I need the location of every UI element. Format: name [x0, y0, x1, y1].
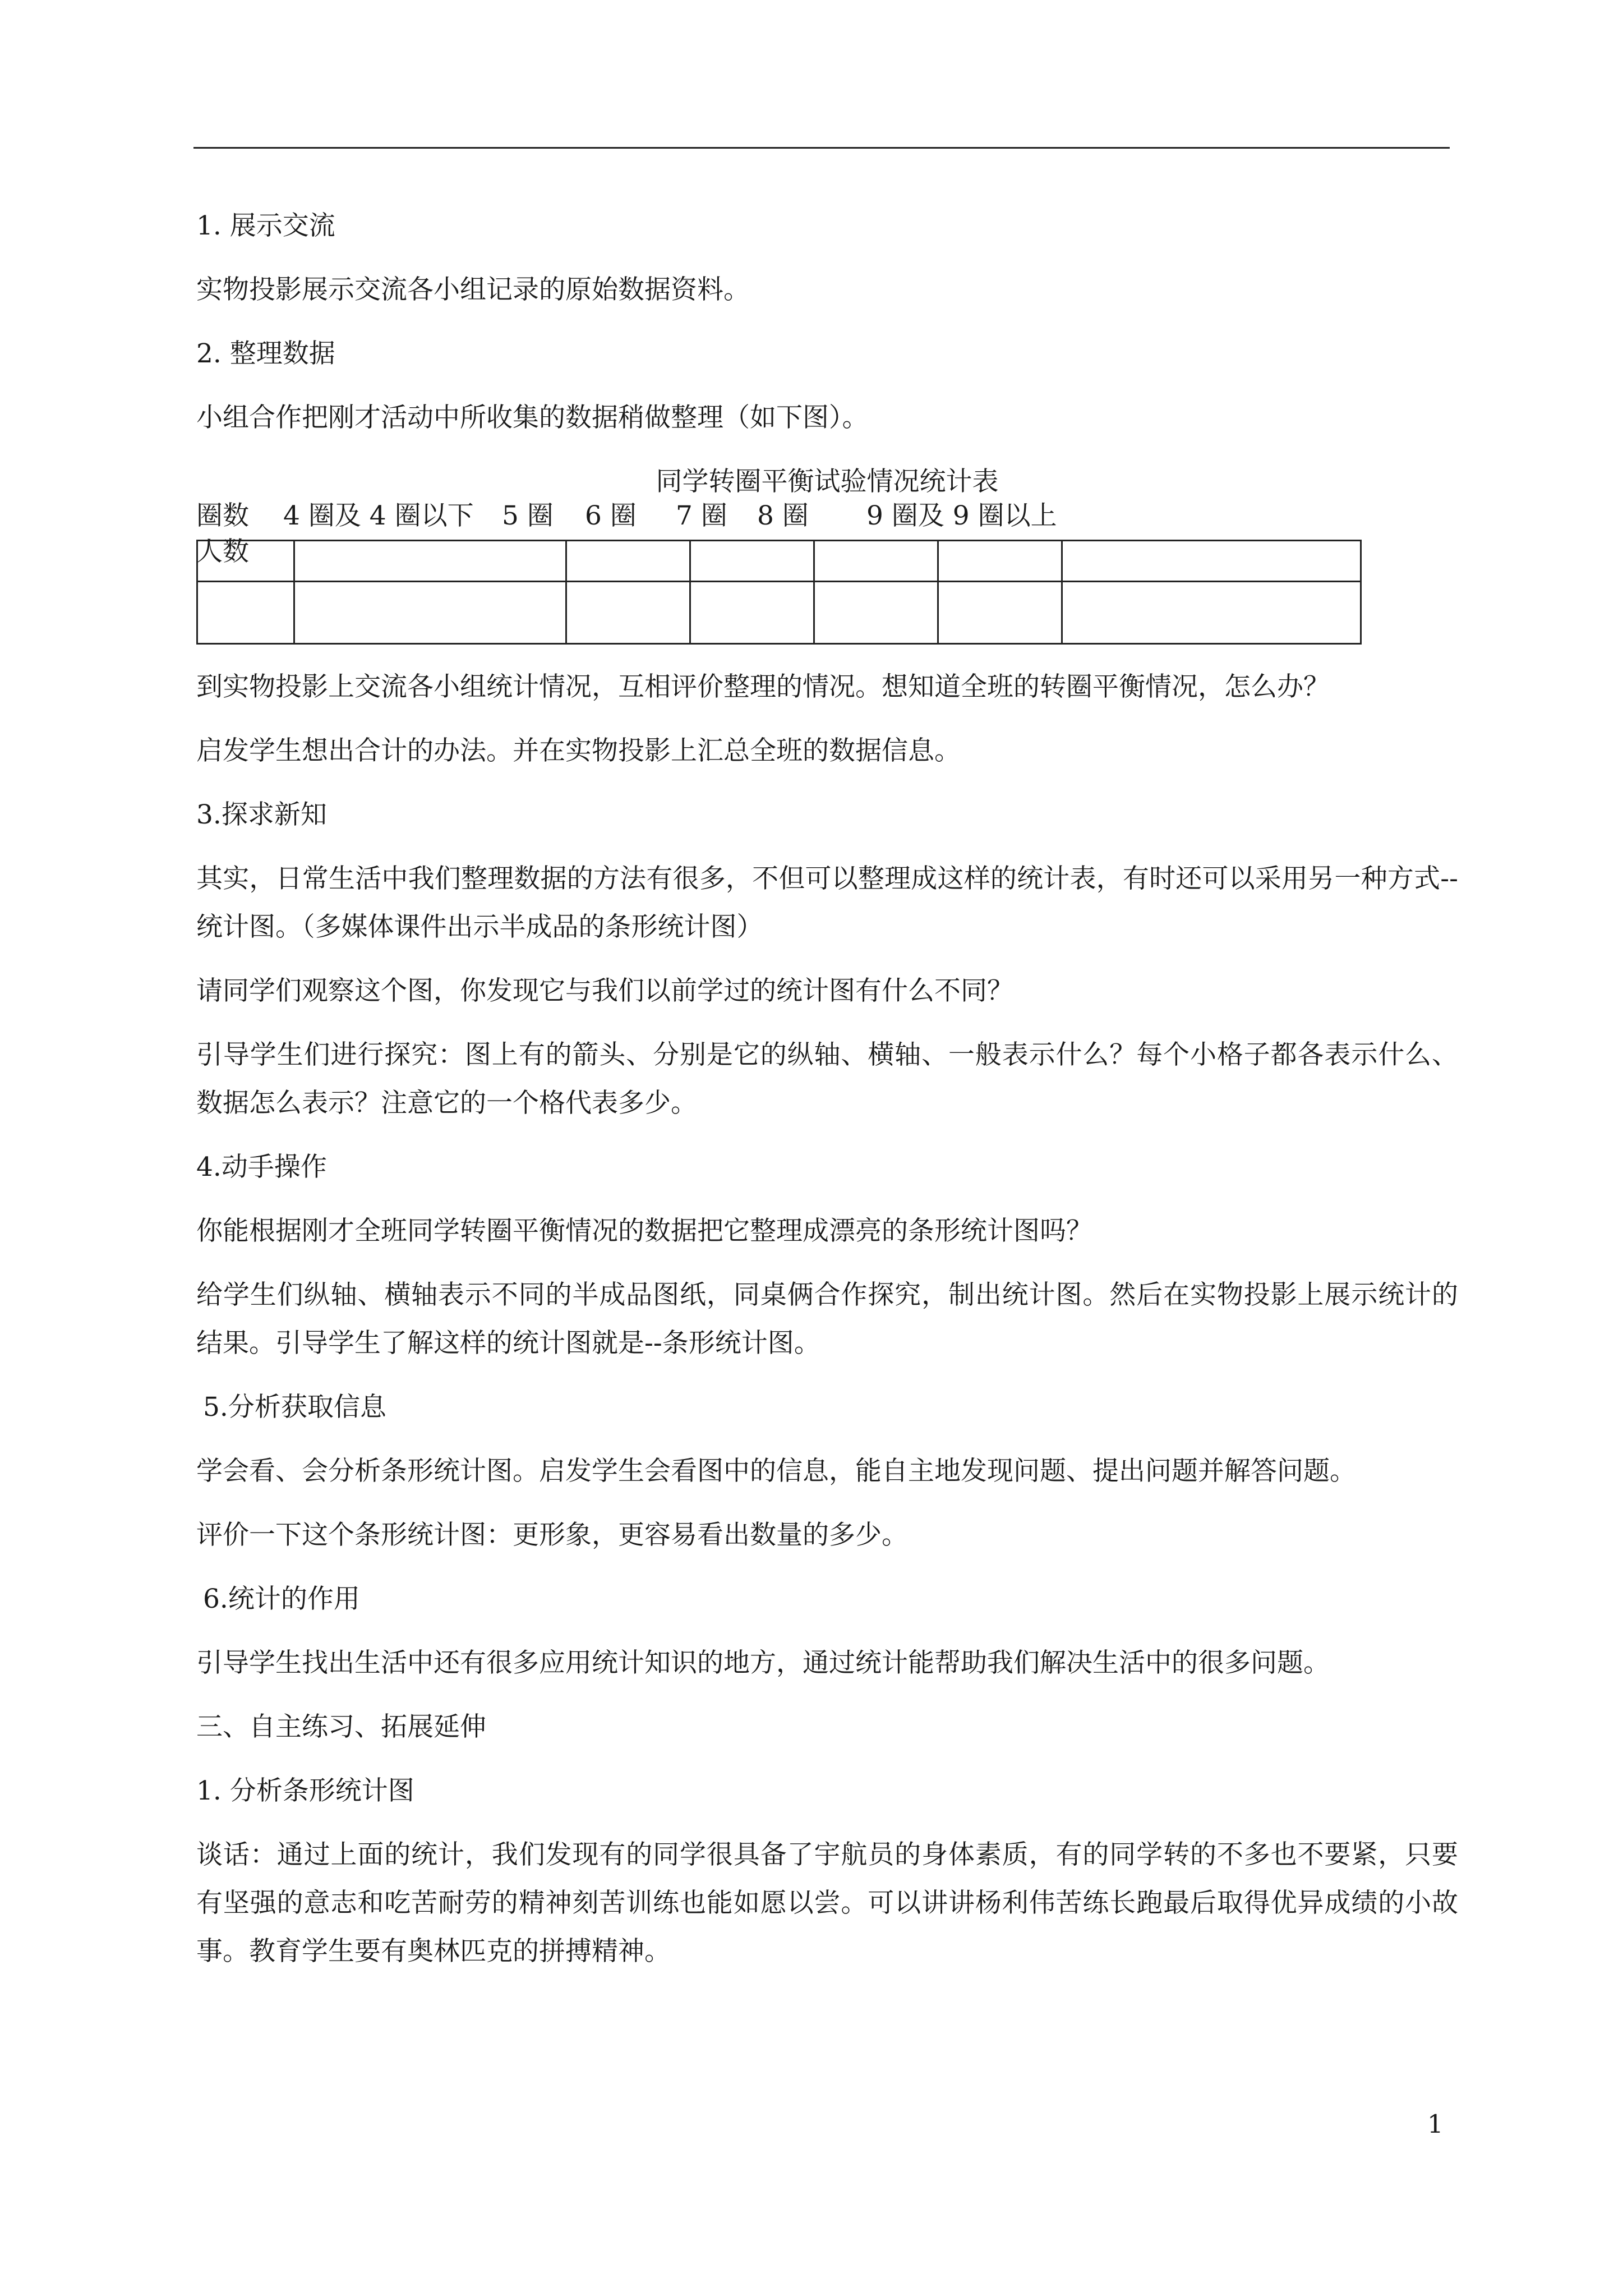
paragraph: 给学生们纵轴、横轴表示不同的半成品图纸，同桌俩合作探究，制出统计图。然后在实物投影上展示统计的结果。引导学生了解这样的统计图就是--条形统计图。	[196, 1280, 1458, 1359]
paragraph: 实物投影展示交流各小组记录的原始数据资料。	[196, 274, 750, 305]
header-label: 6 圈	[585, 500, 637, 531]
table-row	[197, 582, 1361, 644]
statistics-table	[196, 540, 1362, 645]
paragraph: 评价一下这个条形统计图：更形象，更容易看出数量的多少。	[196, 1520, 908, 1550]
paragraph: 你能根据刚才全班同学转圈平衡情况的数据把它整理成漂亮的条形统计图吗？	[196, 1216, 1092, 1246]
header-label: 5 圈	[502, 500, 554, 531]
table-cell	[197, 582, 294, 644]
paragraph: 请同学们观察这个图，你发现它与我们以前学过的统计图有什么不同？	[196, 976, 1013, 1006]
paragraph: 启发学生想出合计的办法。并在实物投影上汇总全班的数据信息。	[196, 735, 961, 766]
table-cell	[294, 582, 566, 644]
table-cell	[566, 541, 690, 582]
paragraph: 引导学生找出生活中还有很多应用统计知识的地方，通过统计能帮助我们解决生活中的很多问题。	[196, 1648, 1330, 1678]
section-heading: 三、自主练习、拓展延伸	[196, 1711, 486, 1742]
document-body	[196, 202, 1458, 1991]
table-cell	[938, 582, 1062, 644]
paragraph: 引导学生们进行探究：图上有的箭头、分别是它的纵轴、横轴、一般表示什么？每个小格子都各表示什么、数据怎么表示？注意它的一个格代表多少。	[196, 1039, 1458, 1119]
table-row	[197, 541, 1361, 582]
paragraph: 到实物投影上交流各小组统计情况，互相评价整理的情况。想知道全班的转圈平衡情况，怎么办？	[196, 671, 1330, 702]
row-label: 人数	[196, 536, 249, 567]
header-label: 8 圈	[757, 500, 809, 531]
paragraph: 谈话：通过上面的统计，我们发现有的同学很具备了宇航员的身体素质，有的同学转的不多也不要紧，只要有坚强的意志和吃苦耐劳的精神刻苦训练也能如愿以尝。可以讲讲杨利伟苦练长跑最后取得优异成绩的小故事。教育学生要有奥林匹克的拼搏精神。	[196, 1839, 1458, 1967]
table-caption: 同学转圈平衡试验情况统计表	[656, 466, 999, 497]
section-heading: 4.动手操作	[196, 1152, 327, 1182]
paragraph: 小组合作把刚才活动中所收集的数据稍做整理（如下图）。	[196, 402, 869, 433]
statistics-table-block	[196, 500, 1458, 669]
section-heading: 1. 展示交流	[196, 210, 335, 241]
table-cell	[566, 582, 690, 644]
section-heading: 5.分析获取信息	[203, 1392, 386, 1423]
paragraph: 其实，日常生活中我们整理数据的方法有很多，不但可以整理成这样的统计表，有时还可以采用另一种方式--统计图。（多媒体课件出示半成品的条形统计图）	[196, 863, 1458, 942]
section-heading: 1. 分析条形统计图	[196, 1775, 414, 1806]
section-heading: 6.统计的作用	[203, 1584, 360, 1614]
section-heading: 2. 整理数据	[196, 338, 335, 369]
table-cell	[690, 541, 814, 582]
section-heading: 3.探求新知	[196, 799, 327, 830]
paragraph: 学会看、会分析条形统计图。启发学生会看图中的信息，能自主地发现问题、提出问题并解答问题。	[196, 1456, 1356, 1487]
page-number: 1	[1427, 2109, 1444, 2139]
table-cell	[294, 541, 566, 582]
table-cell	[1062, 582, 1361, 644]
table-cell	[814, 541, 938, 582]
header-label: 9 圈及 9 圈以上	[866, 500, 1057, 531]
header-label: 4 圈及 4 圈以下	[283, 500, 474, 531]
table-cell	[1062, 541, 1361, 582]
table-cell	[938, 541, 1062, 582]
table-cell	[814, 582, 938, 644]
header-label: 7 圈	[676, 500, 727, 531]
header-rule	[193, 147, 1450, 149]
header-label: 圈数	[196, 500, 249, 531]
table-cell	[690, 582, 814, 644]
